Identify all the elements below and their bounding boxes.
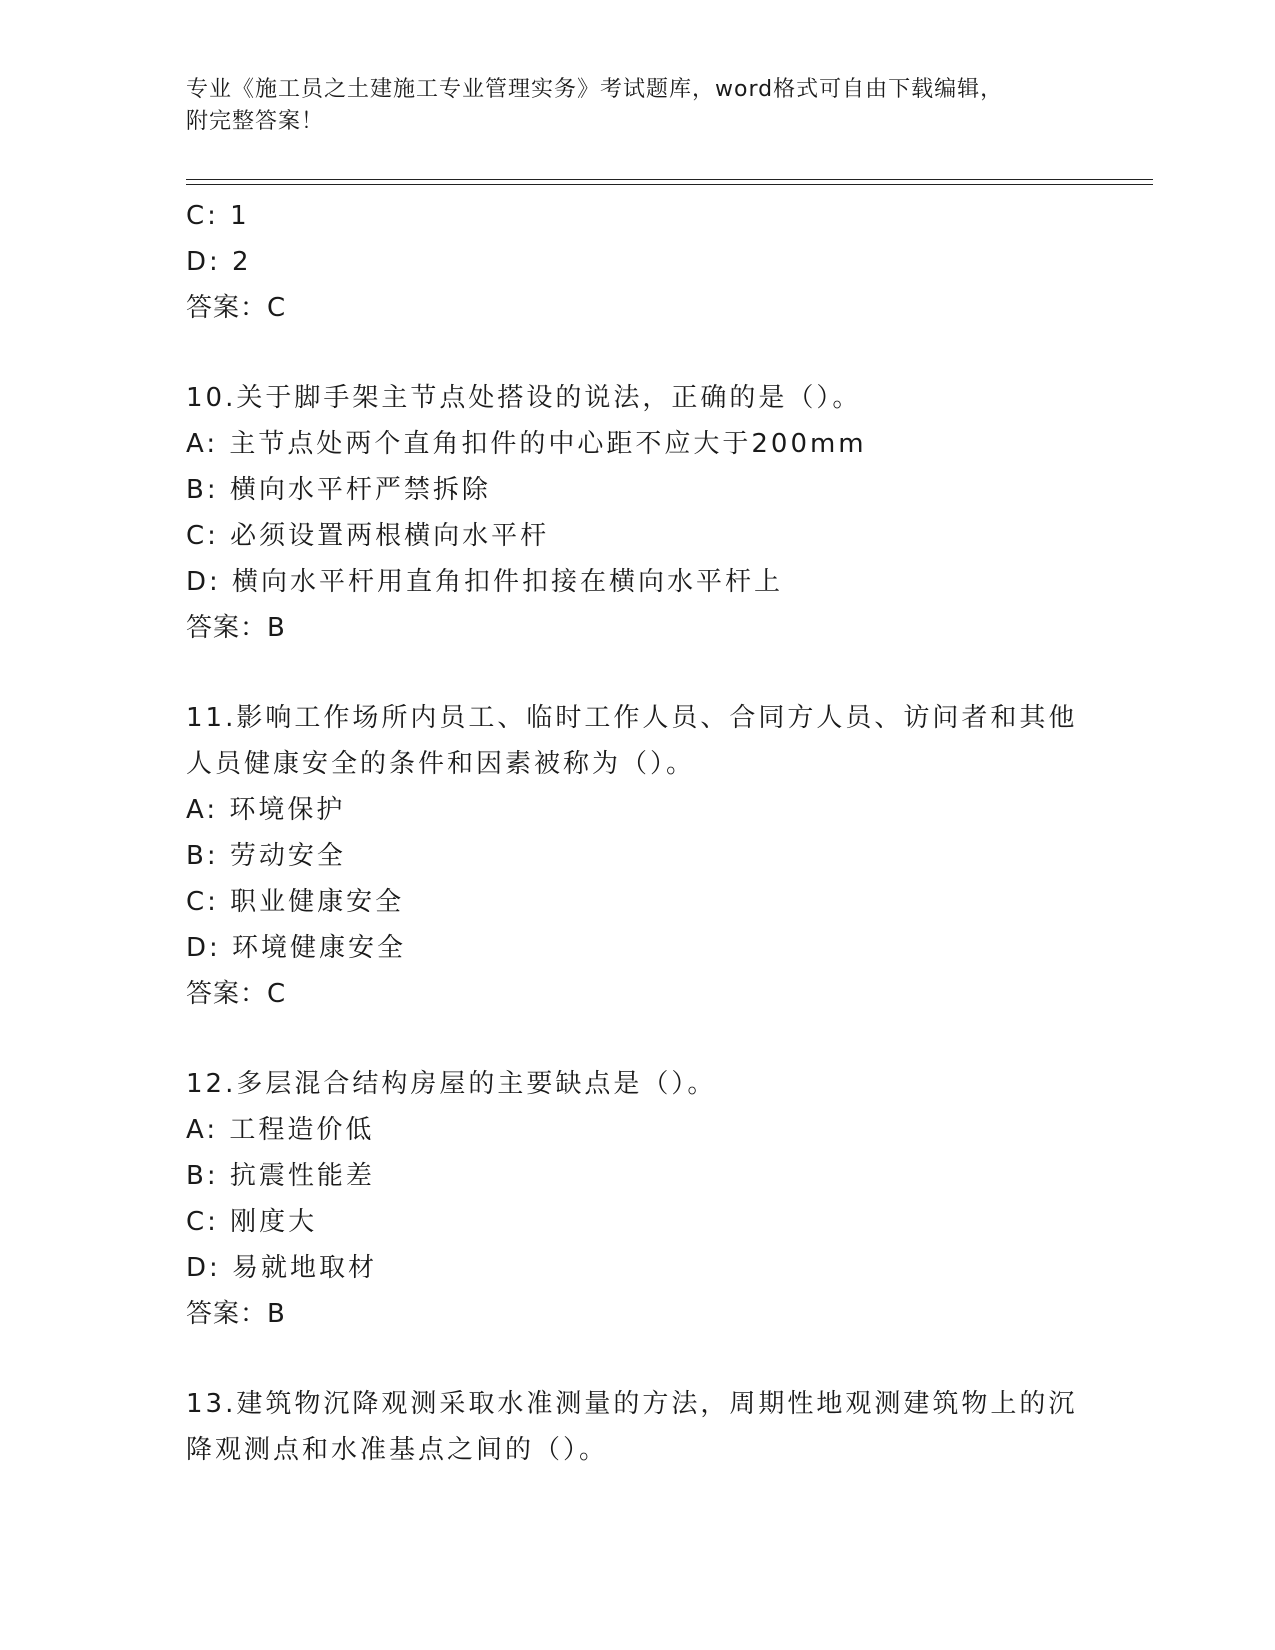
header-line-1: 专业《施工员之土建施工专业管理实务》考试题库，word格式可自由下载编辑，: [186, 77, 1004, 102]
answer: 答案：C: [186, 293, 287, 323]
answer: 答案：B: [186, 613, 286, 643]
option-a: A: 工程造价低: [186, 1115, 375, 1145]
option-c: C: 刚度大: [186, 1207, 318, 1237]
option-a: A: 环境保护: [186, 795, 346, 825]
option-d: D: 环境健康安全: [186, 933, 407, 963]
header-line-2: 附完整答案！: [186, 109, 325, 134]
question-13: [186, 1381, 1146, 1473]
answer: 答案：C: [186, 979, 287, 1009]
question-text-cont: 降观测点和水准基点之间的（）。: [186, 1435, 609, 1465]
question-list: [186, 193, 1146, 1473]
option-b: B: 横向水平杆严禁拆除: [186, 475, 491, 505]
option-c: C: 职业健康安全: [186, 887, 405, 917]
question-text: 11.影响工作场所内员工、临时工作人员、合同方人员、访问者和其他: [186, 703, 1078, 733]
option-d: D: 易就地取材: [186, 1253, 378, 1283]
partial-question-9: [186, 193, 1146, 331]
question-text: 10.关于脚手架主节点处搭设的说法，正确的是（）。: [186, 383, 862, 413]
option-a: A: 主节点处两个直角扣件的中心距不应大于200mm: [186, 429, 867, 459]
option-c: C: 必须设置两根横向水平杆: [186, 521, 550, 551]
option-d: D: 2: [186, 247, 252, 277]
option-b: B: 抗震性能差: [186, 1161, 375, 1191]
option-c: C: 1: [186, 201, 250, 231]
option-d: D: 横向水平杆用直角扣件扣接在横向水平杆上: [186, 567, 784, 597]
header-rule-top: [186, 179, 1153, 180]
option-b: B: 劳动安全: [186, 841, 346, 871]
question-10: [186, 375, 1146, 651]
question-12: [186, 1061, 1146, 1337]
answer: 答案：B: [186, 1299, 286, 1329]
document-header: [186, 74, 1086, 138]
header-rule-bottom: [186, 184, 1153, 185]
question-11: [186, 695, 1146, 1017]
question-text-cont: 人员健康安全的条件和因素被称为（）。: [186, 749, 696, 779]
question-text: 12.多层混合结构房屋的主要缺点是（）。: [186, 1069, 717, 1099]
question-text: 13.建筑物沉降观测采取水准测量的方法，周期性地观测建筑物上的沉: [186, 1389, 1078, 1419]
